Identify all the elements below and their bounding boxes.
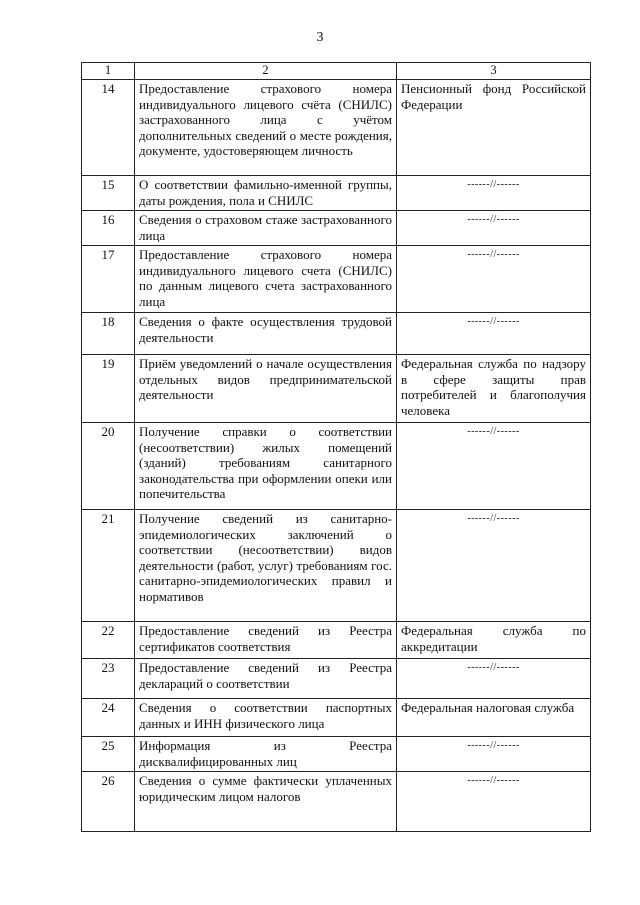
row-organization: Пенсионный фонд Российской Федерации: [397, 80, 591, 176]
row-description: Сведения о страховом стаже застрахованного лица: [135, 211, 397, 246]
row-number: 24: [82, 699, 135, 737]
row-number: 17: [82, 246, 135, 313]
row-organization: ------//------: [397, 313, 591, 355]
row-number: 22: [82, 622, 135, 659]
row-description: Получение сведений из санитарно-эпидемиологических заключений о соответствии (несоответствии) видов деятельности (работ, услуг) требованиям гос. санитарно-эпидемиологических правил и нормативов: [135, 510, 397, 622]
header-row: [82, 63, 591, 80]
row-number: 14: [82, 80, 135, 176]
table-row: [82, 355, 591, 423]
row-description: Предоставление страхового номера индивидуального лицевого счета (СНИЛС) по данным лицевого счета застрахованного лица: [135, 246, 397, 313]
row-number: 15: [82, 176, 135, 211]
row-description: Получение справки о соответствии (несоответствии) жилых помещений (зданий) требованиям санитарного законодательства при оформлении опеки или попечительства: [135, 423, 397, 510]
row-description: Предоставление сведений из Реестра деклараций о соответствии: [135, 659, 397, 699]
row-number: 25: [82, 737, 135, 772]
row-organization: ------//------: [397, 246, 591, 313]
row-organization: ------//------: [397, 659, 591, 699]
table-row: [82, 622, 591, 659]
row-number: 16: [82, 211, 135, 246]
header-col-2: 2: [135, 63, 397, 80]
table-row: [82, 699, 591, 737]
row-description: Сведения о сумме фактически уплаченных юридическим лицом налогов: [135, 772, 397, 832]
table-row: [82, 659, 591, 699]
row-description: Сведения о соответствии паспортных данных и ИНН физического лица: [135, 699, 397, 737]
row-organization: ------//------: [397, 423, 591, 510]
row-organization: Федеральная служба по аккредитации: [397, 622, 591, 659]
row-organization: ------//------: [397, 737, 591, 772]
row-description: Сведения о факте осуществления трудовой деятельности: [135, 313, 397, 355]
table-row: [82, 313, 591, 355]
table-row: [82, 737, 591, 772]
row-organization: ------//------: [397, 772, 591, 832]
row-description: Информация из Реестра дисквалифицированных лиц: [135, 737, 397, 772]
table-row: [82, 423, 591, 510]
row-number: 20: [82, 423, 135, 510]
table-row: [82, 176, 591, 211]
row-organization: ------//------: [397, 211, 591, 246]
row-organization: ------//------: [397, 176, 591, 211]
header-col-1: 1: [82, 63, 135, 80]
row-organization: ------//------: [397, 510, 591, 622]
row-organization: Федеральная служба по надзору в сфере защиты прав потребителей и благополучия человека: [397, 355, 591, 423]
row-description: О соответствии фамильно-именной группы, даты рождения, пола и СНИЛС: [135, 176, 397, 211]
services-table: [81, 62, 591, 832]
row-description: Приём уведомлений о начале осуществления отдельных видов предпринимательской деятельности: [135, 355, 397, 423]
row-number: 21: [82, 510, 135, 622]
row-number: 18: [82, 313, 135, 355]
table-row: [82, 510, 591, 622]
row-description: Предоставление сведений из Реестра сертификатов соответствия: [135, 622, 397, 659]
table-row: [82, 80, 591, 176]
row-organization: Федеральная налоговая служба: [397, 699, 591, 737]
row-number: 26: [82, 772, 135, 832]
row-description: Предоставление страхового номера индивидуального лицевого счёта (СНИЛС) застрахованного лица с учётом дополнительных сведений о месте рождения, документе, удостоверяющем личность: [135, 80, 397, 176]
row-number: 19: [82, 355, 135, 423]
row-number: 23: [82, 659, 135, 699]
header-col-3: 3: [397, 63, 591, 80]
page-number: 3: [316, 30, 324, 45]
table-row: [82, 772, 591, 832]
table-row: [82, 246, 591, 313]
table-row: [82, 211, 591, 246]
